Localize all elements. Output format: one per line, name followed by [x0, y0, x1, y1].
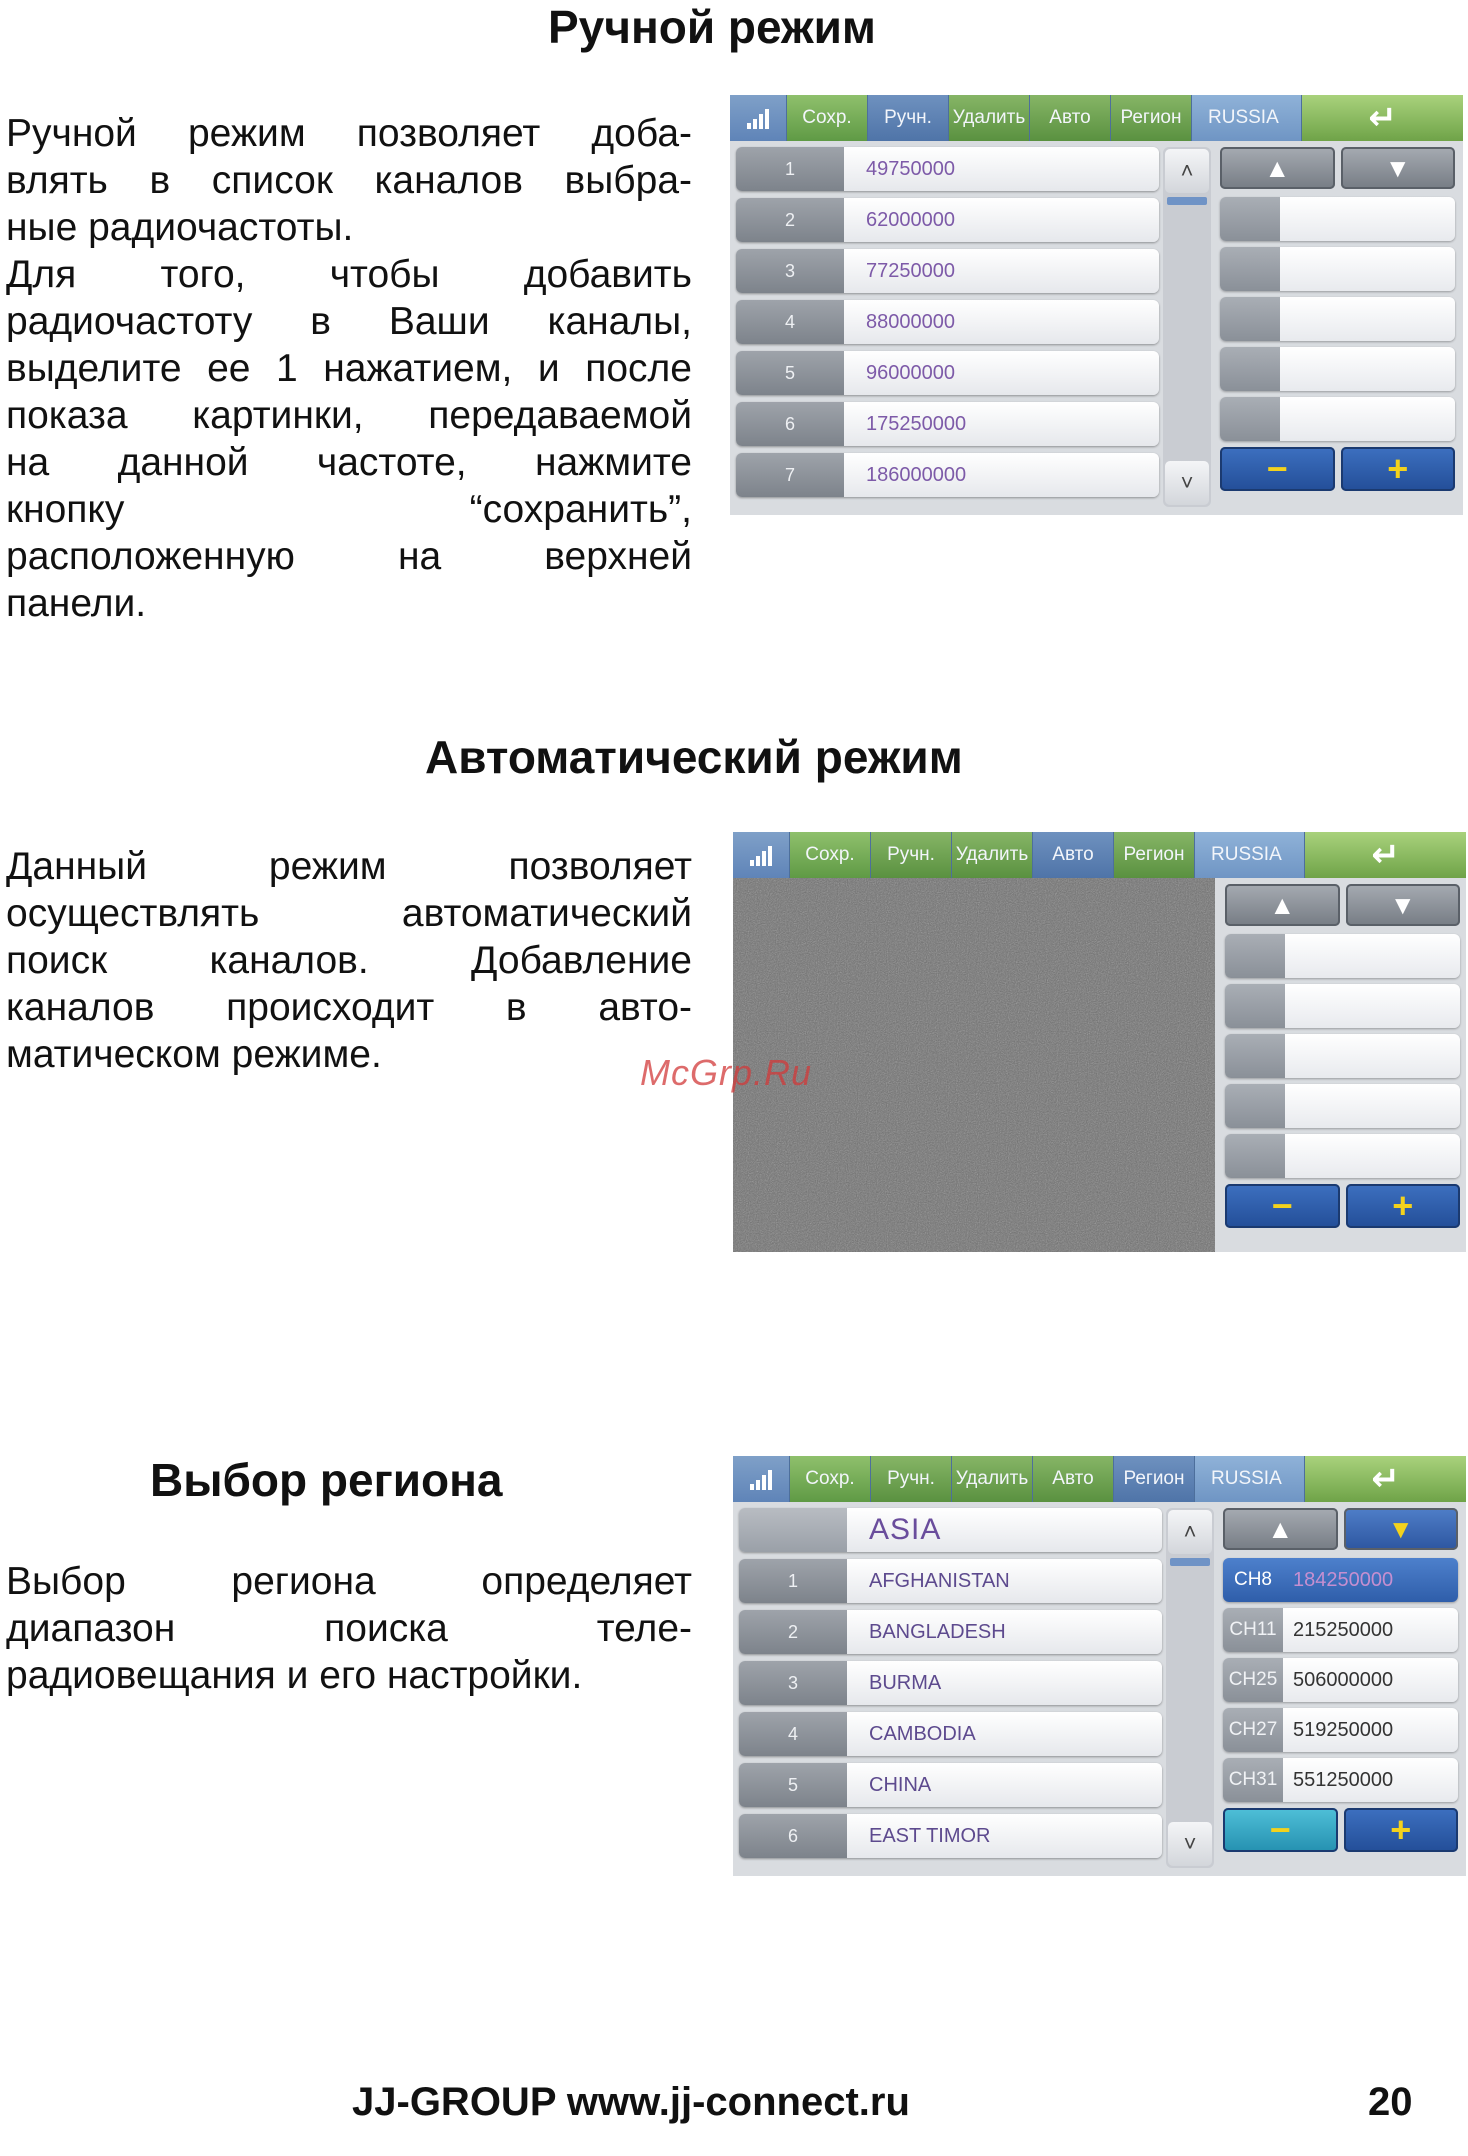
- channel-slots: [1220, 147, 1455, 491]
- up-button[interactable]: ▲: [1220, 147, 1335, 189]
- scroll-down-icon[interactable]: ˅: [1168, 1822, 1212, 1866]
- scroll-thumb[interactable]: [1167, 197, 1207, 205]
- list-item[interactable]: 6 EAST TIMOR: [739, 1814, 1162, 1858]
- channel-slot[interactable]: [1225, 1084, 1460, 1128]
- minus-button[interactable]: −: [1225, 1184, 1340, 1228]
- save-button[interactable]: Сохр.: [790, 832, 871, 878]
- scroll-down-icon[interactable]: ˅: [1165, 461, 1209, 505]
- channel-slots: [1225, 884, 1460, 1228]
- region-list: [739, 1508, 1162, 1865]
- channel-slot[interactable]: [1225, 1034, 1460, 1078]
- channel-slot[interactable]: [1220, 297, 1455, 341]
- save-button[interactable]: Сохр.: [787, 95, 868, 141]
- auto-description: Данный режим позволяет осуществлять автоматический поиск каналов. Добавление каналов происходит в авто- матическом режиме.: [6, 845, 692, 1076]
- channel-slot[interactable]: [1225, 934, 1460, 978]
- channel-slot[interactable]: [1225, 1134, 1460, 1178]
- back-icon: ↵: [1368, 99, 1397, 137]
- scroll-up-icon[interactable]: ˄: [1165, 149, 1209, 193]
- list-item[interactable]: 1 AFGHANISTAN: [739, 1559, 1162, 1603]
- signal-icon: [730, 95, 787, 141]
- section-title-manual: Ручной режим: [548, 1, 876, 53]
- channel-slot[interactable]: [1220, 347, 1455, 391]
- channel-slot[interactable]: [1220, 247, 1455, 291]
- save-button[interactable]: Сохр.: [790, 1456, 871, 1502]
- signal-icon: [733, 1456, 790, 1502]
- list-item[interactable]: 7 186000000: [736, 453, 1159, 497]
- manual-button[interactable]: Ручн.: [868, 95, 949, 141]
- channel-slot[interactable]: [1225, 984, 1460, 1028]
- down-button[interactable]: ▼: [1344, 1508, 1459, 1550]
- list-item[interactable]: 4 CAMBODIA: [739, 1712, 1162, 1756]
- region-group-header[interactable]: ASIA: [739, 1508, 1162, 1552]
- channel-row[interactable]: CH27 519250000: [1223, 1708, 1458, 1752]
- delete-button[interactable]: Удалить: [952, 1456, 1033, 1502]
- list-item[interactable]: 3 77250000: [736, 249, 1159, 293]
- channel-row[interactable]: CH11 215250000: [1223, 1608, 1458, 1652]
- minus-button[interactable]: −: [1220, 447, 1335, 491]
- region-button[interactable]: Регион: [1114, 1456, 1195, 1502]
- manual-button[interactable]: Ручн.: [871, 832, 952, 878]
- channel-slot[interactable]: [1220, 197, 1455, 241]
- back-icon: ↵: [1371, 836, 1400, 874]
- delete-button[interactable]: Удалить: [952, 832, 1033, 878]
- auto-mode-screen: [733, 832, 1466, 1252]
- scroll-thumb[interactable]: [1170, 1558, 1210, 1566]
- back-button[interactable]: [1305, 1456, 1466, 1502]
- minus-button[interactable]: −: [1223, 1808, 1338, 1852]
- toolbar: [733, 832, 1466, 878]
- list-item[interactable]: 5 96000000: [736, 351, 1159, 395]
- manual-mode-screen: [730, 95, 1463, 515]
- channel-table: [1223, 1508, 1458, 1852]
- watermark: McGrp.Ru: [640, 1052, 813, 1093]
- down-button[interactable]: ▼: [1346, 884, 1461, 926]
- channel-row-selected[interactable]: CH8 184250000: [1223, 1558, 1458, 1602]
- toolbar: [733, 1456, 1466, 1502]
- down-button[interactable]: ▼: [1341, 147, 1456, 189]
- channel-list: [736, 147, 1159, 504]
- auto-button[interactable]: Авто: [1033, 1456, 1114, 1502]
- footer-brand: JJ-GROUP www.jj-connect.ru: [352, 2080, 910, 2124]
- list-item[interactable]: 6 175250000: [736, 402, 1159, 446]
- page-number: 20: [1368, 2080, 1413, 2124]
- up-button[interactable]: ▲: [1225, 884, 1340, 926]
- channel-slot[interactable]: [1220, 397, 1455, 441]
- auto-button[interactable]: Авто: [1030, 95, 1111, 141]
- up-button[interactable]: ▲: [1223, 1508, 1338, 1550]
- back-button[interactable]: [1302, 95, 1463, 141]
- signal-icon: [733, 832, 790, 878]
- region-button[interactable]: Регион: [1114, 832, 1195, 878]
- plus-button[interactable]: +: [1341, 447, 1456, 491]
- section-title-region: Выбор региона: [150, 1454, 503, 1506]
- back-button[interactable]: [1305, 832, 1466, 878]
- list-item[interactable]: 4 88000000: [736, 300, 1159, 344]
- plus-button[interactable]: +: [1344, 1808, 1459, 1852]
- region-description: Выбор региона определяет диапазон поиска теле- радиовещания и его настройки.: [6, 1560, 692, 1697]
- list-item[interactable]: 2 BANGLADESH: [739, 1610, 1162, 1654]
- channel-row[interactable]: CH31 551250000: [1223, 1758, 1458, 1802]
- country-label: RUSSIA: [1192, 95, 1302, 141]
- region-select-screen: [733, 1456, 1466, 1876]
- delete-button[interactable]: Удалить: [949, 95, 1030, 141]
- manual-button[interactable]: Ручн.: [871, 1456, 952, 1502]
- scroll-up-icon[interactable]: ˄: [1168, 1510, 1212, 1554]
- back-icon: ↵: [1371, 1460, 1400, 1498]
- plus-button[interactable]: +: [1346, 1184, 1461, 1228]
- list-item[interactable]: 3 BURMA: [739, 1661, 1162, 1705]
- auto-button[interactable]: Авто: [1033, 832, 1114, 878]
- section-title-auto: Автоматический режим: [425, 731, 963, 783]
- list-item[interactable]: 1 49750000: [736, 147, 1159, 191]
- region-button[interactable]: Регион: [1111, 95, 1192, 141]
- list-item[interactable]: 5 CHINA: [739, 1763, 1162, 1807]
- manual-description: Ручной режим позволяет доба- влять в список каналов выбра- ные радиочастоты. Для того, чтобы добавить радиочастоту в Ваши каналы, выделите ее 1 нажатием, и после показа картинки, передаваемой на данной частоте, нажмите кнопку “сохранить”, расположенную на верхней панели.: [6, 112, 692, 625]
- scrollbar[interactable]: [1166, 1508, 1214, 1868]
- country-label: RUSSIA: [1195, 1456, 1305, 1502]
- channel-row[interactable]: CH25 506000000: [1223, 1658, 1458, 1702]
- country-label: RUSSIA: [1195, 832, 1305, 878]
- list-item[interactable]: 2 62000000: [736, 198, 1159, 242]
- scrollbar[interactable]: [1163, 147, 1211, 507]
- toolbar: [730, 95, 1463, 141]
